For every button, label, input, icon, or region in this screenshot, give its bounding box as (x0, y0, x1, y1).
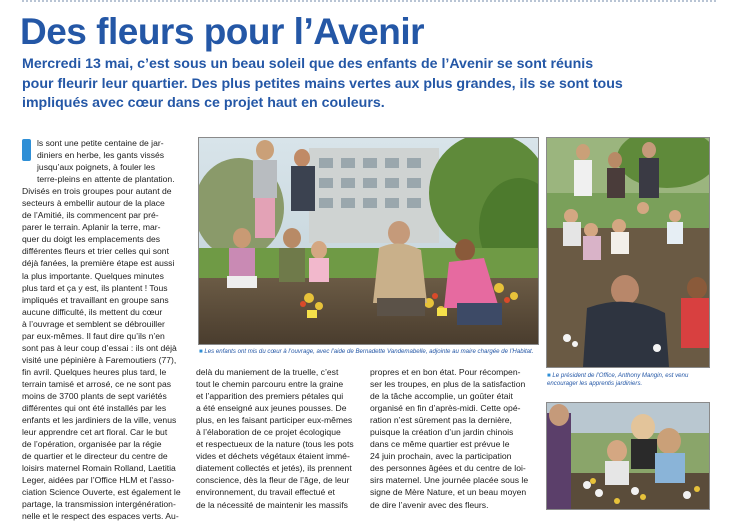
body-text-line: moins de 3700 plants de sept variétés (22, 390, 167, 401)
body-text-line: secteurs à embellir autour de la place (22, 198, 165, 209)
photo-president-children (546, 137, 710, 368)
body-text-line: visité une pépinière à Faremoutiers (77), (22, 354, 177, 365)
body-text-line: par eux-mêmes. Il faut dire qu’ils n’en (22, 330, 165, 341)
body-text-line: différentes fleurs et trier celles qui sont (22, 246, 169, 257)
body-text-line: ser les troupes, en plus de la satisfaction (370, 379, 526, 390)
body-column-2 (196, 366, 364, 511)
lead-line: pour fleurir leur quartier. Des plus petites mains vertes aux plus grandes, ils se sont tous (22, 75, 623, 92)
lead-line: impliqués avec cœur dans ce projet haut en couleurs. (22, 95, 385, 111)
body-text-line: parer le terrain. Aplanir la terre, mar- (22, 222, 161, 233)
body-text-line: la plus importante. Quelques minutes (22, 270, 164, 281)
body-text-line: de la tâche accomplie, un goûter était (370, 391, 513, 402)
body-text-line: Divisés en trois groupes pour autant de (22, 186, 172, 197)
body-text-line: ciation Science Ouverte, est également le (22, 487, 181, 498)
body-text-line: des personnes âgées et du centre de loi- (370, 463, 526, 474)
body-text-line: différentes qui ont été installés par les (22, 403, 167, 414)
photo-kids-flowers (546, 402, 710, 510)
body-text-line: dans ce même quartier est prévue le (370, 439, 510, 450)
caption-bullet-icon: ■ (199, 348, 203, 355)
article-title: Des fleurs pour l’Avenir (20, 11, 425, 52)
body-text-line: plus, en les faisant participer eux-mêmes (196, 415, 353, 426)
body-text-line: déjà fanées, la première étape est aussi (22, 258, 175, 269)
body-text-line: plus tard et ça y est, ils plantent ! Tous (22, 282, 168, 293)
body-text-line: organisé en fin d’après-midi. Cette opé- (370, 403, 521, 414)
body-text-line: puisque la création d’un jardin chinois (370, 427, 514, 438)
body-column-3 (370, 366, 538, 511)
body-text-line: de quartier et le directeur du centre de (22, 451, 168, 462)
body-text-line: environnement, du travail effectué et (196, 487, 335, 498)
body-text-line: 24 juin prochain, avec la participation (370, 451, 512, 462)
body-text-line: vides et déchets végétaux étaient immé- (196, 451, 350, 462)
body-text-line: delà du maniement de la truelle, c’est (196, 367, 339, 377)
body-text-line: ls sont une petite centaine de jar- (37, 138, 164, 148)
body-text-line: impliqués et travaillant en groupe sans (22, 294, 169, 305)
body-text-line: jusqu’aux poignets, à fouler les (37, 162, 156, 173)
body-text-line: Leger, aidées par l’Office HLM et l’asso- (22, 475, 175, 486)
body-text-line: ration n’est sûrement pas la dernière, (370, 415, 512, 426)
body-text-line: et l’apparition des premiers pétales qui (196, 391, 344, 402)
body-text-line: enfants et les jardiniers de la ville, venus (22, 415, 177, 426)
body-text-line: diatement collectés et jetés), ils prennent (196, 463, 352, 474)
body-text-line: nelle et le respect des espaces verts. Au- (22, 511, 179, 522)
caption-bullet-icon: ■ (547, 372, 551, 379)
body-text-line: terre-pleins en attente de plantation. (37, 174, 175, 185)
body-text-line: aucune difficulté, ils mettent du cœur (22, 306, 163, 317)
body-text-line: conscience, dès la fleur de l’âge, de leur (196, 475, 350, 486)
body-text-line: terrain tamisé et arrosé, ce ne sont pas (22, 378, 172, 389)
lead-line: Mercredi 13 mai, c’est sous un beau soleil que des enfants de l’Avenir se sont réunis (22, 56, 594, 72)
top-dotted-rule (22, 0, 716, 2)
photo-caption-1 (199, 348, 539, 356)
photo-caption-2 (547, 372, 712, 388)
body-text-line: signe de Mère Nature, et un beau moyen (370, 487, 527, 498)
body-text-line: et respectueux de la nature (tous les pots (196, 439, 354, 450)
body-text-line: quer du doigt les emplacements des (22, 234, 161, 245)
caption-text: encourager les apprentis jardiniers. (547, 380, 643, 387)
body-text-line: de l’opération, organisée par la régie (22, 439, 162, 450)
body-text-line: leur apprendre cet art floral. Car le but (22, 427, 168, 438)
body-text-line: de la nécessité de maintenir les massifs (196, 499, 348, 510)
photo-children-planting (198, 137, 539, 345)
body-text-line: loisirs maternel Romain Rolland, Laetitia (22, 463, 176, 474)
body-text-line: sirs maternel. Une journée placée sous le (370, 475, 529, 486)
body-text-line: de dire l’avenir avec des fleurs. (370, 499, 489, 510)
caption-text: Les enfants ont mis du cœur à l’ouvrage, avec l’aide de Bernadette Vandemabelle, adjointe au maire chargée de l’Habitat. (204, 348, 534, 355)
body-text-line: sont pas à leur coup d’essai : ils ont déjà (22, 342, 177, 353)
body-text-line: propres et en bon état. Pour récompen- (370, 367, 521, 377)
body-text-line: à l’ouvrage et semblent se débrouiller (22, 318, 165, 329)
body-text-line: diniers en herbe, les gants vissés (37, 150, 165, 161)
article-lead (22, 55, 722, 114)
body-text-line: de l’Amitié, ils commencent par pré- (22, 210, 159, 221)
body-text-line: a été enseigné aux jeunes pousses. De (196, 403, 347, 414)
body-text-line: fin avril. Quelques heures plus tard, le (22, 366, 167, 377)
caption-text: Le président de l’Office, Anthony Mangin, est venu (552, 372, 689, 379)
body-text-line: partage, la transmission intergénération- (22, 499, 176, 510)
body-text-line: à l’élaboration de ce projet écologique (196, 427, 341, 438)
body-text-line: tout le chemin parcouru entre la graine (196, 379, 344, 390)
body-column-1 (22, 137, 190, 523)
